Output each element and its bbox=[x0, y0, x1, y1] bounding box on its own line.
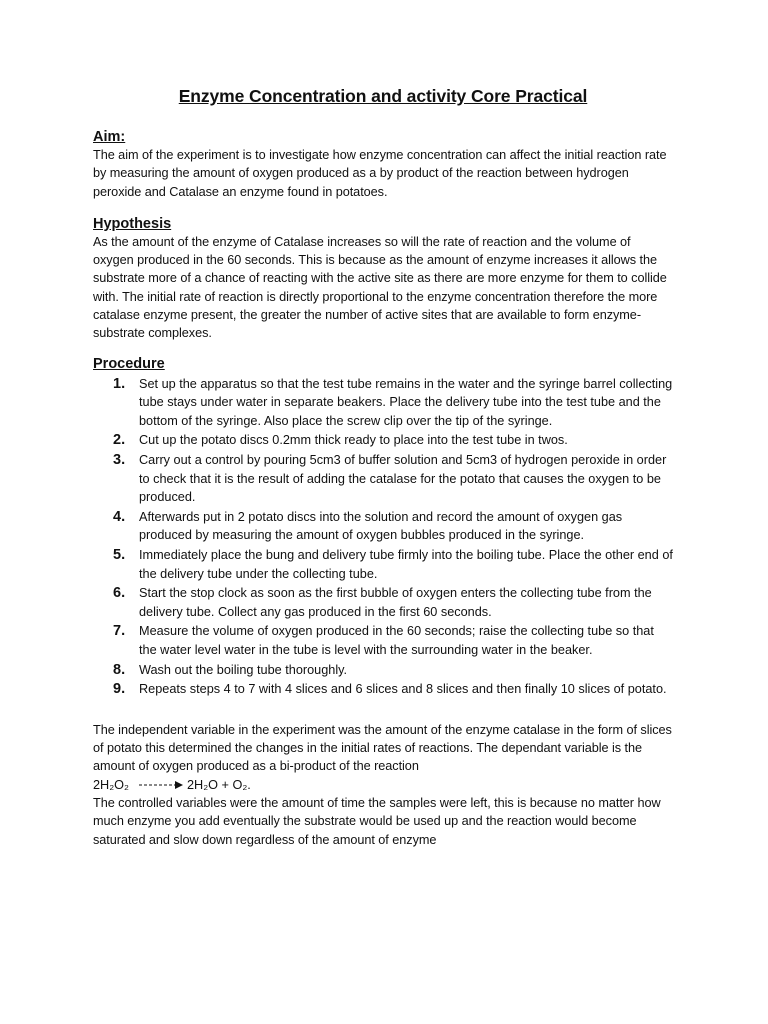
aim-heading: Aim: bbox=[93, 129, 126, 145]
step-number: 2. bbox=[113, 432, 126, 449]
hypothesis-text: As the amount of the enzyme of Catalase increases so will the rate of reaction and the volume of oxygen produced in the 60 seconds. This is because as the amount of enzyme increases it allows the substrate more of a chance of reacting with the active site as there are more enzyme for them to collide with. The initial rate of reaction is directly proportional to the enzyme concentration therefore the more catalase enzyme present, the greater the number of active sites that are available to form enzyme-substrate complexes. bbox=[93, 234, 667, 341]
aim-text: The aim of the experiment is to investigate how enzyme concentration can affect the initial reaction rate by measuring the amount of oxygen produced as a by product of the reaction between hydrogen peroxide and Catalase an enzyme found in potatoes. bbox=[93, 148, 667, 199]
step-number: 4. bbox=[113, 508, 126, 525]
controlled-variables-text: The controlled variables were the amount of time the samples were left, this is because no matter how much enzyme you add eventually the substrate would be used up and the reaction would become saturated and slow down regardless of the amount of enzyme bbox=[93, 795, 661, 847]
equation-products: 2H₂O + O₂. bbox=[187, 777, 251, 792]
variables-section bbox=[93, 721, 673, 849]
reaction-equation bbox=[93, 776, 673, 794]
document-title: Enzyme Concentration and activity Core Practical bbox=[178, 86, 588, 106]
hypothesis-heading: Hypothesis bbox=[93, 215, 172, 232]
step-text: Repeats steps 4 to 7 with 4 slices and 6 slices and 8 slices and then finally 10 slices of potato. bbox=[139, 682, 667, 697]
step-text: Measure the volume of oxygen produced in the 60 seconds; raise the collecting tube so that the water level water in the tube is level with the surrounding water in the beaker. bbox=[139, 624, 654, 657]
step-number: 5. bbox=[113, 547, 126, 564]
step-text: Set up the apparatus so that the test tube remains in the water and the syringe barrel collecting tube stays under water in separate beakers. Place the delivery tube into the test tube and the bottom of the syringe. Also place the screw clip over the tip of the syringe. bbox=[139, 376, 673, 428]
step-text: Carry out a control by pouring 5cm3 of buffer solution and 5cm3 of hydrogen peroxide in order to check that it is the result of adding the catalase for the potato that causes the oxygen to be produced. bbox=[139, 453, 667, 505]
procedure-heading: Procedure bbox=[93, 355, 165, 372]
procedure-steps bbox=[93, 375, 673, 699]
aim-section bbox=[93, 128, 673, 201]
procedure-step bbox=[93, 375, 673, 431]
procedure-step bbox=[93, 451, 673, 507]
step-text: Start the stop clock as soon as the first bubble of oxygen enters the collecting tube from the delivery tube. Collect any gas produced in the first 60 seconds. bbox=[139, 586, 652, 619]
step-number: 9. bbox=[113, 681, 126, 698]
independent-variable-text: The independent variable in the experiment was the amount of the enzyme catalase in the form of slices of potato this determined the changes in the initial rates of reactions. The dependant variable is the amount of oxygen produced as a bi-product of the reaction bbox=[93, 722, 672, 774]
procedure-step bbox=[93, 508, 673, 545]
hypothesis-section bbox=[93, 215, 673, 343]
procedure-step bbox=[93, 680, 673, 699]
step-number: 7. bbox=[113, 623, 126, 640]
equation-reactant: 2H₂O₂ bbox=[93, 777, 129, 792]
procedure-step bbox=[93, 546, 673, 583]
procedure-step bbox=[93, 622, 673, 659]
reaction-arrow-icon bbox=[137, 780, 185, 790]
step-text: Cut up the potato discs 0.2mm thick ready to place into the test tube in twos. bbox=[139, 433, 568, 448]
procedure-step bbox=[93, 661, 673, 680]
step-number: 6. bbox=[113, 585, 126, 602]
step-text: Afterwards put in 2 potato discs into the solution and record the amount of oxygen gas produced by measuring the amount of oxygen bubbles produced in the syringe. bbox=[139, 509, 623, 543]
procedure-section bbox=[93, 355, 673, 699]
procedure-step bbox=[93, 431, 673, 450]
step-number: 3. bbox=[113, 452, 126, 469]
document-page bbox=[93, 86, 673, 849]
step-number: 8. bbox=[113, 661, 126, 678]
step-text: Wash out the boiling tube thoroughly. bbox=[139, 662, 348, 677]
step-number: 1. bbox=[113, 375, 126, 392]
step-text: Immediately place the bung and delivery tube firmly into the boiling tube. Place the other end of the delivery tube under the collecting tube. bbox=[139, 548, 673, 581]
procedure-step bbox=[93, 584, 673, 621]
